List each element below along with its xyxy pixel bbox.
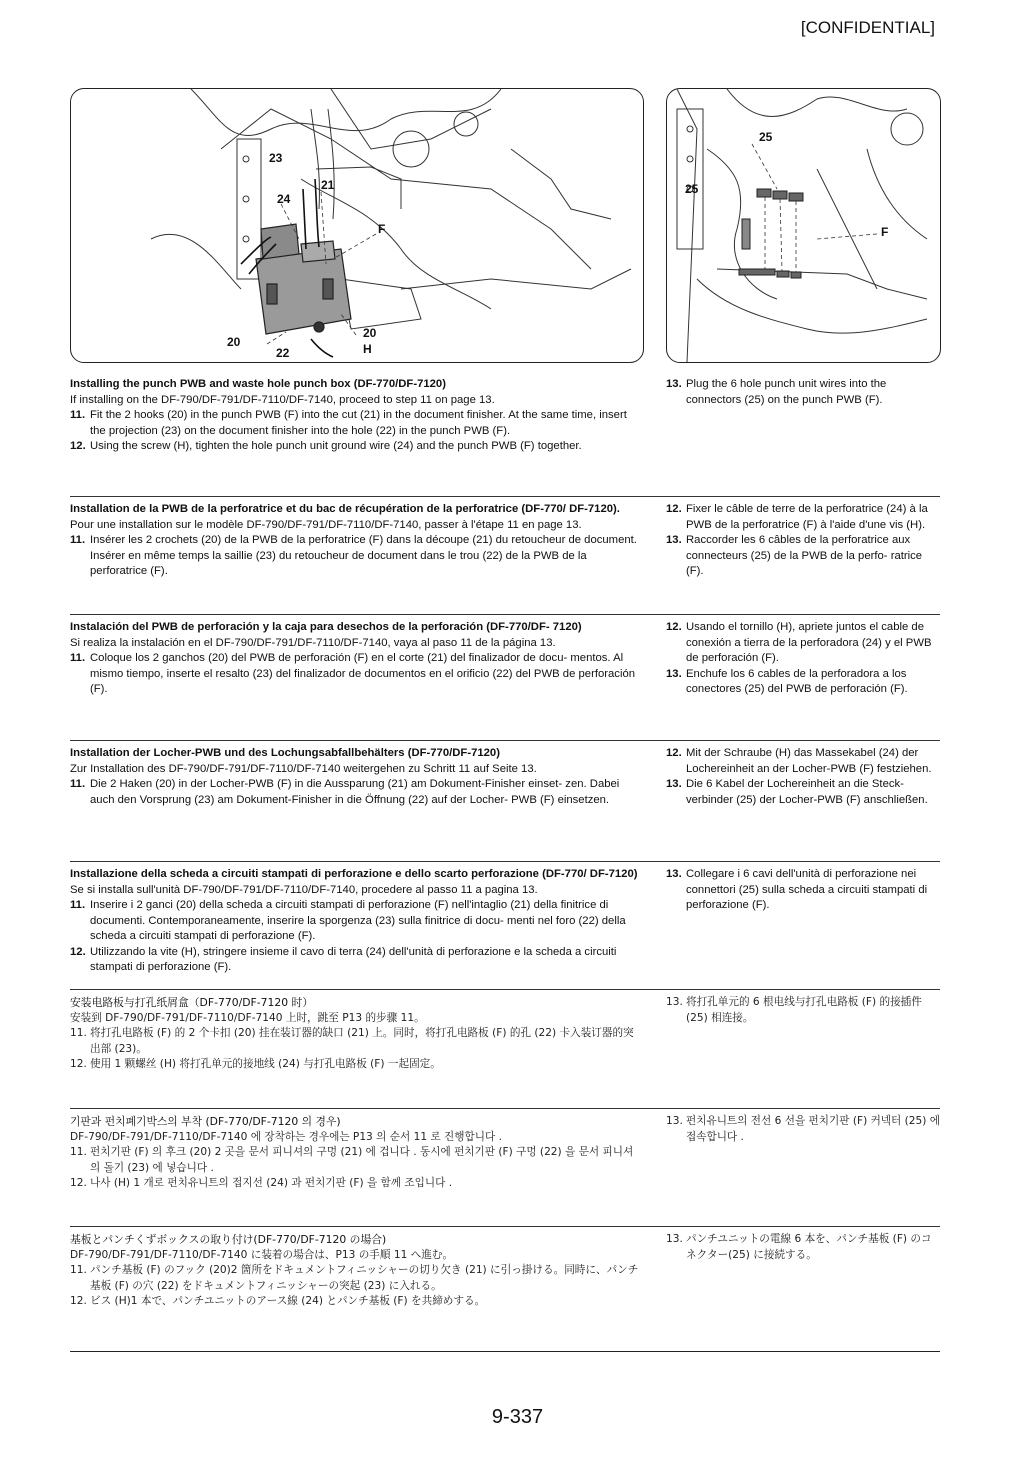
step-text: Inserire i 2 ganci (20) della scheda a circuiti stampati di perforazione (F) nell'intaglio (21) della finitrice di documenti. Contemporaneamente, inserire la sporgenza (23) sulla finitrice di docu- menti nel foro (22) della scheda a circuiti stampati di perforazione (F). xyxy=(90,899,626,942)
step-11 xyxy=(70,533,642,580)
section-intro: DF-790/DF-791/DF-7110/DF-7140 に装着の場合は、P13 の手順 11 へ進む。 xyxy=(70,1248,454,1261)
step-text: Die 6 Kabel der Lochereinheit an die Steck- verbinder (25) der Locher-PWB (F) anschließen. xyxy=(686,778,928,806)
step-text: ビス (H)1 本で、パンチユニットのアース線 (24) とパンチ基板 (F) を共締めする。 xyxy=(90,1295,486,1307)
confidential-label: [CONFIDENTIAL] xyxy=(800,18,935,37)
step-text: パンチ基板 (F) のフック (20)2 箇所をドキュメントフィニッシャーの切り欠き (21) に引っ掛ける。同時に、パンチ基板 (F) の穴 (22) をドキュメントフィニッシャーの突起 (23) に入れる。 xyxy=(90,1264,639,1292)
section-intro: Se si installa sull'unità DF-790/DF-791/DF-7110/DF-7140, procedere al passo 11 a pagina 13. xyxy=(70,883,538,896)
figure-punch-wire-drawing xyxy=(667,89,940,362)
section-intro: 安装到 DF-790/DF-791/DF-7110/DF-7140 上时，跳至 P13 的步骤 11。 xyxy=(70,1011,425,1024)
step-12 xyxy=(666,502,942,533)
step-number: 13. xyxy=(666,778,682,790)
step-12 xyxy=(70,1057,642,1073)
step-11 xyxy=(70,777,642,808)
section-title: Instalación del PWB de perforación y la caja para desechos de la perforación (DF-770/DF- 7120) xyxy=(70,621,582,633)
step-number: 11. xyxy=(70,534,86,546)
step-text: Using the screw (H), tighten the hole punch unit ground wire (24) and the punch PWB (F) together. xyxy=(90,440,582,452)
step-text: Die 2 Haken (20) in der Locher-PWB (F) in die Aussparung (21) am Dokument-Finisher einset- zen. Dabei auch den Vorsprung (23) am Dokument-Finisher in die Öffnung (22) auf der Locher- PWB (F) einsetzen. xyxy=(90,778,620,806)
step-13 xyxy=(666,667,942,698)
step-text: 펀치기판 (F) 의 후크 (20) 2 곳을 문서 피니셔의 구멍 (21) 에 겁니다 . 동시에 펀치기판 (F) 구멍 (22) 을 문서 피니셔의 돌기 (23) 에 넣습니다 . xyxy=(90,1146,634,1174)
step-number: 12. xyxy=(70,945,86,958)
step-text: 将打孔电路板 (F) 的 2 个卡扣 (20) 挂在装订器的缺口 (21) 上。同时，将打孔电路板 (F) 的孔 (22) 卡入装订器的突出部 (23)。 xyxy=(90,1027,634,1055)
step-number: 13. xyxy=(666,667,682,680)
section-title: 기판과 펀치폐기박스의 부착 (DF-770/DF-7120 의 경우) xyxy=(70,1115,341,1128)
figure-punch-pwb-installation xyxy=(70,88,644,363)
step-11 xyxy=(70,1026,642,1057)
step-11 xyxy=(70,898,642,945)
section-title: 安装电路板与打孔纸屑盒（DF-770/DF-7120 时） xyxy=(70,996,314,1009)
step-number: 12. xyxy=(70,1058,87,1070)
step-number: 13. xyxy=(666,1115,683,1127)
step-number: 11. xyxy=(70,1027,87,1039)
step-text: Coloque los 2 ganchos (20) del PWB de perforación (F) en el corte (21) del finalizador de docu- mentos. Al mismo tiempo, inserte el resalto (23) del finalizador de documentos en el orificio (22) del PWB de perforación (F). xyxy=(90,652,636,695)
callout-f: F xyxy=(881,225,889,239)
section-intro: If installing on the DF-790/DF-791/DF-7110/DF-7140, proceed to step 11 on page 13. xyxy=(70,393,495,406)
step-number: 11. xyxy=(70,652,86,664)
step-11 xyxy=(70,408,642,439)
step-number: 11. xyxy=(70,1264,87,1276)
callout-23: 23 xyxy=(269,151,283,165)
section-title: Installation der Locher-PWB und des Lochungsabfallbehälters (DF-770/DF-7120) xyxy=(70,747,500,759)
step-number: 13. xyxy=(666,868,682,880)
callout-20-left: 20 xyxy=(227,335,241,349)
step-text: 펀치유니트의 전선 6 선을 펀치기판 (F) 커넥터 (25) 에 접속합니다 . xyxy=(686,1115,940,1143)
section-title: Installation de la PWB de la perforatrice et du bac de récupération de la perforatrice (DF-770/ DF-7120). xyxy=(70,503,620,515)
step-text: Fixer le câble de terre de la perforatrice (24) à la PWB de la perforatrice (F) à l'aide d'une vis (H). xyxy=(686,503,928,531)
callout-f: F xyxy=(378,222,386,236)
step-13 xyxy=(666,377,942,408)
step-number: 11. xyxy=(70,409,86,421)
step-text: Fit the 2 hooks (20) in the punch PWB (F) into the cut (21) in the document finisher. At the same time, insert the projection (23) on the document finisher into the hole (22) in the punch PWB (F). xyxy=(90,409,627,437)
section-title: Installing the punch PWB and waste hole punch box (DF-770/DF-7120) xyxy=(70,378,446,390)
section-german xyxy=(70,740,940,866)
step-text: 将打孔单元的 6 根电线与打孔电路板 (F) 的接插件 (25) 相连接。 xyxy=(686,996,922,1024)
callout-21: 21 xyxy=(321,178,335,192)
step-text: 使用 1 颗螺丝 (H) 将打孔单元的接地线 (24) 与打孔电路板 (F) 一起固定。 xyxy=(90,1058,441,1070)
callout-20-right: 20 xyxy=(363,326,377,340)
section-chinese xyxy=(70,989,940,1111)
section-intro: Zur Installation des DF-790/DF-791/DF-7110/DF-7140 weitergehen zu Schritt 11 auf Seite 13. xyxy=(70,762,537,775)
step-number: 13. xyxy=(666,1233,683,1245)
step-11 xyxy=(70,1145,642,1176)
section-intro: DF-790/DF-791/DF-7110/DF-7140 에 장착하는 경우에는 P13 의 순서 11 로 진행합니다 . xyxy=(70,1130,502,1143)
step-text: Usando el tornillo (H), apriete juntos el cable de conexión a tierra de la perforadora (24) y el PWB de perforación (F). xyxy=(686,621,932,664)
step-12 xyxy=(70,1176,642,1192)
section-korean xyxy=(70,1108,940,1228)
section-title: 基板とパンチくずボックスの取り付け(DF-770/DF-7120 の場合) xyxy=(70,1233,387,1246)
section-title: Installazione della scheda a circuiti stampati di perforazione e dello scarto perforazione (DF-770/ DF-7120) xyxy=(70,868,638,880)
step-number: 13. xyxy=(666,378,682,390)
step-text: パンチユニットの電線 6 本を、パンチ基板 (F) のコネクター(25) に接続する。 xyxy=(686,1233,932,1261)
section-intro: Si realiza la instalación en el DF-790/DF-791/DF-7110/DF-7140, vaya al paso 11 de la página 13. xyxy=(70,636,556,649)
step-text: Utilizzando la vite (H), stringere insieme il cavo di terra (24) dell'unità di perforazione e la scheda a circuiti stampati di perforazione (F). xyxy=(90,945,617,973)
step-text: Enchufe los 6 cables de la perforadora a los conectores (25) del PWB de perforación (F). xyxy=(686,667,908,695)
step-number: 12. xyxy=(70,1177,87,1189)
callout-24: 24 xyxy=(277,192,291,206)
callout-22: 22 xyxy=(276,346,290,360)
step-number: 12. xyxy=(666,747,682,759)
callout-25-left: 25 xyxy=(685,182,699,196)
step-number: 11. xyxy=(70,1146,87,1158)
section-english xyxy=(70,377,940,492)
step-number: 12. xyxy=(70,440,86,452)
step-13 xyxy=(666,995,942,1026)
step-number: 11. xyxy=(70,778,86,790)
step-12 xyxy=(70,1294,642,1310)
step-12 xyxy=(666,746,942,777)
bottom-divider xyxy=(70,1351,940,1352)
section-intro: Pour une installation sur le modèle DF-790/DF-791/DF-7110/DF-7140, passer à l'étape 11 en page 13. xyxy=(70,518,582,531)
step-number: 13. xyxy=(666,534,682,546)
step-number: 13. xyxy=(666,996,683,1008)
section-japanese xyxy=(70,1226,940,1350)
step-13 xyxy=(666,1232,942,1263)
step-text: 나사 (H) 1 개로 펀치유니트의 접지선 (24) 과 펀치기판 (F) 을 함께 조입니다 . xyxy=(90,1177,453,1189)
figure-punch-wire-connection xyxy=(666,88,941,363)
step-text: Plug the 6 hole punch unit wires into the connectors (25) on the punch PWB (F). xyxy=(686,378,887,406)
step-text: Insérer les 2 crochets (20) de la PWB de la perforatrice (F) dans la découpe (21) du retoucheur de document. Insérer en même temps la saillie (23) du retoucheur de document dans le trou (22) de la PWB de la perforatrice (F). xyxy=(90,534,637,577)
step-13 xyxy=(666,777,942,808)
page-number: 9-337 xyxy=(491,1406,544,1428)
step-text: Mit der Schraube (H) das Massekabel (24) der Lochereinheit an der Locher-PWB (F) festziehen. xyxy=(686,747,932,775)
callout-h: H xyxy=(363,342,372,356)
section-spanish xyxy=(70,614,940,740)
step-number: 12. xyxy=(70,1295,87,1307)
step-number: 11. xyxy=(70,899,86,911)
step-13 xyxy=(666,1114,942,1145)
step-12 xyxy=(70,945,642,976)
step-13 xyxy=(666,533,942,580)
step-12 xyxy=(70,439,642,455)
step-13 xyxy=(666,867,942,914)
step-number: 12. xyxy=(666,621,682,633)
step-11 xyxy=(70,1263,642,1294)
callout-25-top: 25 xyxy=(759,130,773,144)
step-text: Raccorder les 6 câbles de la perforatrice aux connecteurs (25) de la PWB de la perfo- ratrice (F). xyxy=(686,534,923,577)
section-italian xyxy=(70,861,940,995)
step-11 xyxy=(70,651,642,698)
section-french xyxy=(70,496,940,614)
figure-punch-pwb-drawing xyxy=(71,89,643,362)
step-number: 12. xyxy=(666,503,682,515)
step-12 xyxy=(666,620,942,667)
step-text: Collegare i 6 cavi dell'unità di perforazione nei connettori (25) sulla scheda a circuiti stampati di perforazione (F). xyxy=(686,868,928,911)
